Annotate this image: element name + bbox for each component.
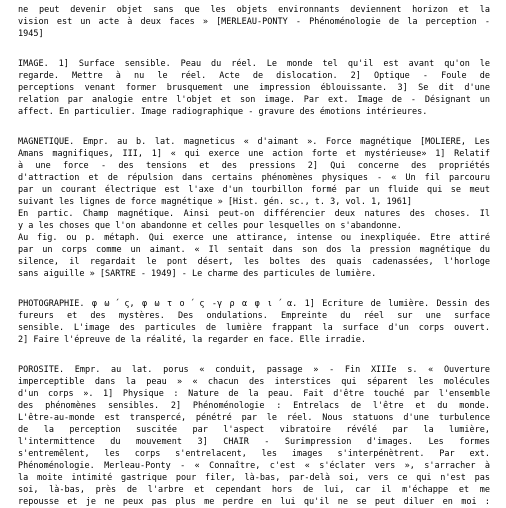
text-line: y a les choses que l'on abandonne et celles pour lesquelles on s'abandonne. xyxy=(18,221,402,231)
text-line: d'attraction et de répulsion dans certains phénomènes physiques - « Un fil parcouru xyxy=(18,173,490,183)
text-line: En partic. Champ magnétique. Ainsi peut-on différencier deux natures des choses. Il xyxy=(18,209,490,219)
text-line: soi, là-bas, près de l'arbre et cependant hors de lui, car il m'échappe et me xyxy=(18,485,490,495)
text-line: de la perception suscitée par l'aspect vibratoire révélé par la lumière, xyxy=(18,425,490,435)
text-line: par un courant électrique est l'axe d'un tourbillon formé par un fluide qui se meut xyxy=(18,185,490,195)
text-line: perceptions venant former brusquement une impression éblouissante. 3] Se dit d'une xyxy=(18,83,490,93)
text-line: sensible. L'image des particules de lumière frappant la surface d'un corps ouvert. xyxy=(18,323,490,333)
text-line: fureurs et des mystères. Des ondulations. Empreinte du réel sur une surface xyxy=(18,311,490,321)
text-line: relation par analogie entre l'objet et son image. Par ext. Image de - Désignant un xyxy=(18,95,490,105)
text-line: affect. En particulier. Image radiographique - gravure des émotions intérieures. xyxy=(18,107,428,117)
text-line: IMAGE. 1] Surface sensible. Peau du réel. Le monde tel qu'il est avant qu'on le xyxy=(18,59,490,69)
text-line: Au fig. ou p. métaph. Qui exerce une attirance, intense ou inexpliquée. Etre attiré xyxy=(18,233,490,243)
text-line: sans aiguille » [SARTRE - 1949] - Le charme des particules de lumière. xyxy=(18,269,377,279)
text-line: s'entremêlent, les corps s'entrelacent, les images s'interpénètrent. Par ext. xyxy=(18,449,490,459)
text-line: 1945] xyxy=(18,29,44,39)
text-line: Phénoménologie. Merleau-Ponty - « Connaître, c'est « s'éclater vers », s'arracher à xyxy=(18,461,490,471)
text-line: la moite intimité gastrique pour filer, là-bas, par-delà soi, vers ce qui n'est pas xyxy=(18,473,490,483)
text-line: suivant les lignes de force magnétique » [Hist. gén. sc., t. 3, vol. 1, 1961] xyxy=(18,197,413,207)
text-line: imperceptible dans la peau » « chacun des interstices qui séparent les molécules xyxy=(18,377,490,387)
text-line: par un corps comme un aimant. « Il sentait dans son dos la pression magnétique du xyxy=(18,245,490,255)
text-line: l'intermittence du mouvement 3] CHAIR - Surimpression d'images. Les formes xyxy=(18,437,490,447)
text-line: vision est un acte à deux faces » [MERLEAU-PONTY - Phénoménologie de la perception - xyxy=(18,17,490,27)
text-line: POROSITE. Empr. au lat. porus « conduit, passage » - Fin XIIIe s. « Ouverture xyxy=(18,365,490,375)
text-line: des phénomènes sensibles. 2] Phénoménologie : Entrelacs de l'être et du monde. xyxy=(18,401,490,411)
text-line: ne peut devenir objet sans que les objets environnants deviennent horizon et la xyxy=(18,5,490,15)
text-line: d'un corps ». 1] Physique : Nature de la peau. Fait d'être touché par l'ensemble xyxy=(18,389,490,399)
text-line: MAGNETIQUE. Empr. au b. lat. magneticus « d'aimant ». Force magnétique [MOLIERE, Les xyxy=(18,137,490,147)
text-line: à une force - des tensions et des pressions 2] Qui concerne des propriétés xyxy=(18,161,490,171)
text-line: Amans magnifiques, III, 1] « qui exerce une action forte et mystérieuse» 1] Relatif xyxy=(18,149,490,159)
text-line: silence, il regardait le pont désert, les boltes des quais cadenassées, l'horloge xyxy=(18,257,490,267)
text-line: repousse et je ne peux pas plus me perdre en lui qu'il ne se peut diluer en moi : xyxy=(18,497,490,507)
text-line: regarde. Mettre à nu le réel. Acte de dislocation. 2] Optique - Foule de xyxy=(18,71,490,81)
text-line: L'être-au-monde est transpercé, pénétré par le réel. Nous statuons d'une turbulence xyxy=(18,413,490,423)
text-line: PHOTOGRAPHIE. φ ω ́ ς, φ ω τ ο ́ ς -γ ρ α φ ι ́ α. 1] Ecriture de lumière. Dessin des xyxy=(18,299,490,309)
text-line: 2] Faire l'épreuve de la réalité, la regarder en face. Elle irradie. xyxy=(18,335,366,345)
